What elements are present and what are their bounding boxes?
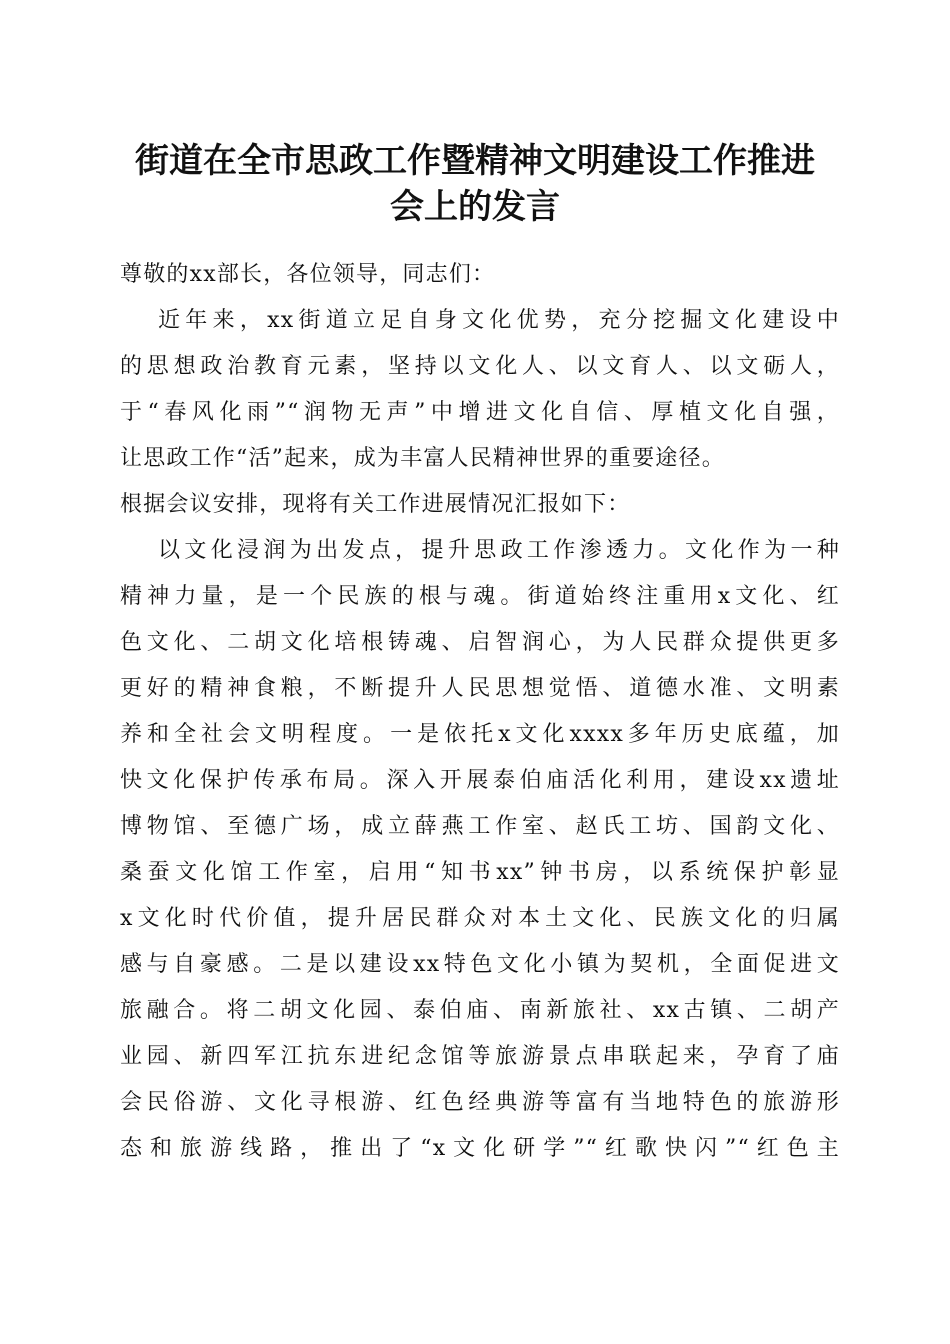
paragraph2-line: 更好的精神食粮，不断提升人民思想觉悟、道德水准、文明素 bbox=[120, 676, 840, 701]
paragraph2-line: 养和全社会文明程度。一是依托x文化xxxx多年历史底蕴，加 bbox=[120, 722, 840, 747]
paragraph2-line: 快文化保护传承布局。深入开展泰伯庙活化利用，建设xx遗址 bbox=[120, 768, 840, 793]
paragraph1-line: 于“春风化雨”“润物无声”中增进文化自信、厚植文化自强， bbox=[120, 400, 840, 425]
title-line-2: 会上的发言 bbox=[390, 187, 560, 227]
title-line-1: 街道在全市思政工作暨精神文明建设工作推进 bbox=[135, 141, 815, 181]
paragraph2-line: 色文化、二胡文化培根铸魂、启智润心，为人民群众提供更多 bbox=[120, 630, 840, 655]
paragraph2-line: 桑蚕文化馆工作室，启用“知书xx”钟书房，以系统保护彰显 bbox=[120, 860, 840, 885]
paragraph1-line: 近年来，xx街道立足自身文化优势，充分挖掘文化建设中 bbox=[158, 308, 840, 333]
paragraph2-line: 精神力量，是一个民族的根与魂。街道始终注重用x文化、红 bbox=[120, 584, 840, 609]
paragraph1-line: 的思想政治教育元素，坚持以文化人、以文育人、以文砺人， bbox=[120, 354, 840, 379]
paragraph2-line: 以文化浸润为出发点，提升思政工作渗透力。文化作为一种 bbox=[158, 538, 840, 563]
paragraph2-line: 会民俗游、文化寻根游、红色经典游等富有当地特色的旅游形 bbox=[120, 1090, 840, 1115]
paragraph2-line: 业园、新四军江抗东进纪念馆等旅游景点串联起来，孕育了庙 bbox=[120, 1044, 840, 1069]
paragraph2-line: 感与自豪感。二是以建设xx特色文化小镇为契机，全面促进文 bbox=[120, 952, 840, 977]
document-body bbox=[120, 252, 840, 1172]
paragraph2-line: x文化时代价值，提升居民群众对本土文化、民族文化的归属 bbox=[120, 906, 840, 931]
paragraph1-line: 根据会议安排，现将有关工作进展情况汇报如下： bbox=[120, 492, 631, 517]
paragraph2-line: 博物馆、至德广场，成立薛燕工作室、赵氏工坊、国韵文化、 bbox=[120, 814, 840, 839]
document-title bbox=[100, 138, 850, 230]
greeting-line: 尊敬的xx部长，各位领导，同志们： bbox=[120, 262, 496, 287]
paragraph1-line: 让思政工作“活”起来，成为丰富人民精神世界的重要途径。 bbox=[120, 446, 725, 471]
paragraph2-line: 态和旅游线路，推出了“x文化研学”“红歌快闪”“红色主 bbox=[120, 1136, 840, 1161]
paragraph2-line: 旅融合。将二胡文化园、泰伯庙、南新旅社、xx古镇、二胡产 bbox=[120, 998, 840, 1023]
